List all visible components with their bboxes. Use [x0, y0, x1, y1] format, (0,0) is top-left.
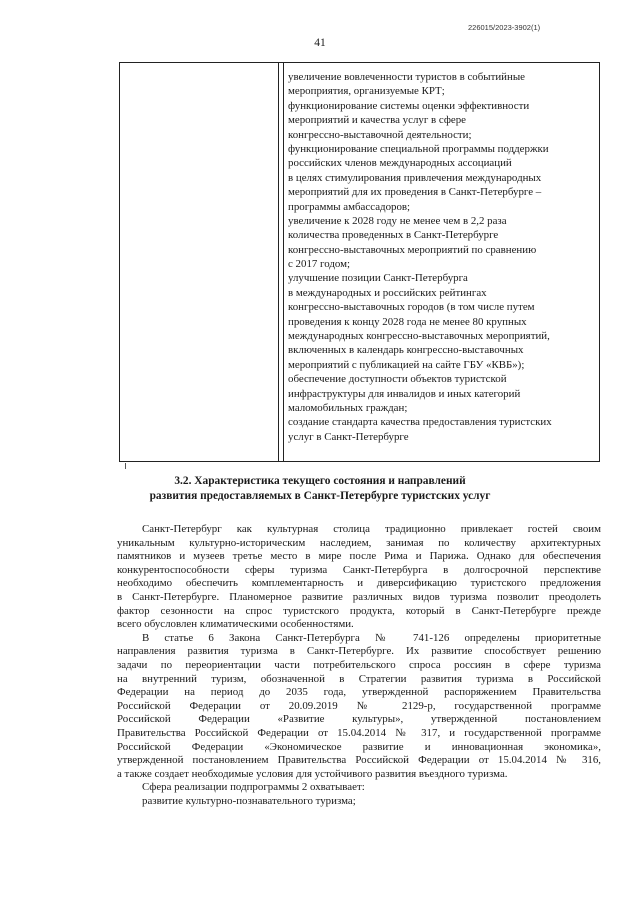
table-line: увеличение к 2028 году не менее чем в 2,2 раза: [288, 214, 507, 227]
table-line: конгрессно-выставочных мероприятий по сравнению: [288, 243, 537, 256]
paragraph-line: необходимо обеспечить комплементарность и диверсификацию туристского предложения: [117, 577, 601, 590]
table-line: в целях стимулирования привлечения международных: [288, 171, 542, 184]
paragraph-line: задачи по переориентации части потребительского спроса россиян в сфере туризма: [117, 658, 601, 671]
table-line: проведения к концу 2028 года не менее 80 крупных: [288, 315, 527, 328]
table-line: международных конгрессно-выставочных мероприятий,: [288, 330, 550, 343]
page-number: 41: [314, 37, 326, 49]
paragraph-line: Санкт-Петербург как культурная столица традиционно привлекает гостей своим: [142, 523, 601, 535]
paragraph-line: Российской Федерации «Развитие культуры», утвержденной постановлением: [117, 713, 601, 726]
section-heading: [0, 474, 640, 504]
column-divider: [278, 63, 279, 461]
paragraph-line: а также создает необходимые условия для устойчивого развития въездного туризма.: [117, 767, 508, 780]
heading-line: 3.2. Характеристика текущего состояния и направлений: [174, 475, 466, 487]
table-line: мероприятий и качества услуг в сфере: [288, 114, 467, 127]
table-line: функционирование специальной программы поддержки: [288, 142, 549, 155]
table-line: мероприятий для их проведения в Санкт-Петербурге –: [288, 186, 542, 199]
table-line: мероприятий с публикацией на сайте ГБУ «КВБ»);: [288, 358, 525, 371]
heading-line: развития предоставляемых в Санкт-Петербурге туристских услуг: [149, 490, 491, 502]
table-line: включенных в календарь конгрессно-выставочных: [288, 344, 524, 357]
paragraph-line: Российской Федерации «Экономическое развитие и инновационная экономика»,: [117, 740, 601, 753]
table-line: программы амбассадоров;: [288, 200, 411, 213]
paragraph-line: конкурентоспособности сферы туризма Санкт-Петербурга в долгосрочной перспективе: [117, 563, 601, 576]
table-line: создание стандарта качества предоставления туристских: [288, 416, 552, 429]
paragraph-line: Федерации на период до 2035 года, утвержденной распоряжением Правительства: [117, 686, 601, 699]
paragraph-line: направления развития туризма в Санкт-Петербурге. Их развитие способствует решению: [117, 645, 601, 658]
table-cell-text: [288, 70, 594, 444]
table-line: функционирование системы оценки эффективности: [288, 99, 530, 112]
paragraph-line: уникальным культурно-историческим наследием, занимая по количеству архитектурных: [117, 536, 601, 549]
paragraph-line: Российской Федерации от 20.09.2019 № 2129-р, государственной программе: [117, 699, 601, 712]
table-line: инфраструктуры для инвалидов и иных категорий: [288, 387, 521, 400]
table-line: мероприятия, организуемые КРТ;: [288, 85, 445, 98]
paragraph-line: памятников и музеев третье место в мире после Рима и Парижа. Однако для обеспечения: [117, 550, 601, 563]
table-fragment: [119, 62, 600, 462]
body-paragraphs: [117, 523, 601, 808]
document-id: 226015/2023-3902(1): [468, 23, 541, 32]
margin-mark: [125, 463, 126, 469]
paragraph-line: утвержденной постановлением Правительства Российской Федерации от 15.04.2014 № 316,: [117, 754, 601, 767]
table-line: улучшение позиции Санкт-Петербурга: [288, 272, 468, 285]
table-line: с 2017 годом;: [288, 258, 351, 271]
table-line: конгрессно-выставочной деятельности;: [288, 128, 472, 141]
paragraph-line: на внутренний туризм, обозначенной в Стратегии развития туризма в Российской: [117, 672, 601, 685]
paragraph-line: Правительства Российской Федерации от 15.04.2014 № 317, и государственной программе: [117, 726, 601, 739]
table-line: услуг в Санкт-Петербурге: [288, 430, 409, 443]
table-line: в международных и российских рейтингах: [288, 286, 487, 299]
paragraph-line: развитие культурно-познавательного туризма;: [142, 794, 356, 807]
table-line: конгрессно-выставочных городов (в том числе путем: [288, 301, 535, 314]
paragraph-line: Сфера реализации подпрограммы 2 охватывает:: [142, 781, 365, 794]
table-line: количества проведенных в Санкт-Петербурге: [288, 229, 499, 242]
table-line: маломобильных граждан;: [288, 401, 408, 414]
table-line: обеспечение доступности объектов туристской: [288, 373, 507, 386]
paragraph-line: В статье 6 Закона Санкт-Петербурга № 741-126 определены приоритетные: [142, 631, 601, 644]
column-divider: [283, 63, 284, 461]
table-line: российских членов международных ассоциаций: [288, 157, 512, 170]
paragraph-line: в Санкт-Петербурге. Планомерное развитие различных видов туризма позволит преодолеть: [117, 590, 601, 603]
table-line: увеличение вовлеченности туристов в событийные: [288, 71, 525, 83]
paragraph-line: фактор сезонности на спрос туристского продукта, который в Санкт-Петербурге прежде: [117, 604, 601, 617]
paragraph-line: всего обусловлен климатическими особенностями.: [117, 618, 354, 631]
